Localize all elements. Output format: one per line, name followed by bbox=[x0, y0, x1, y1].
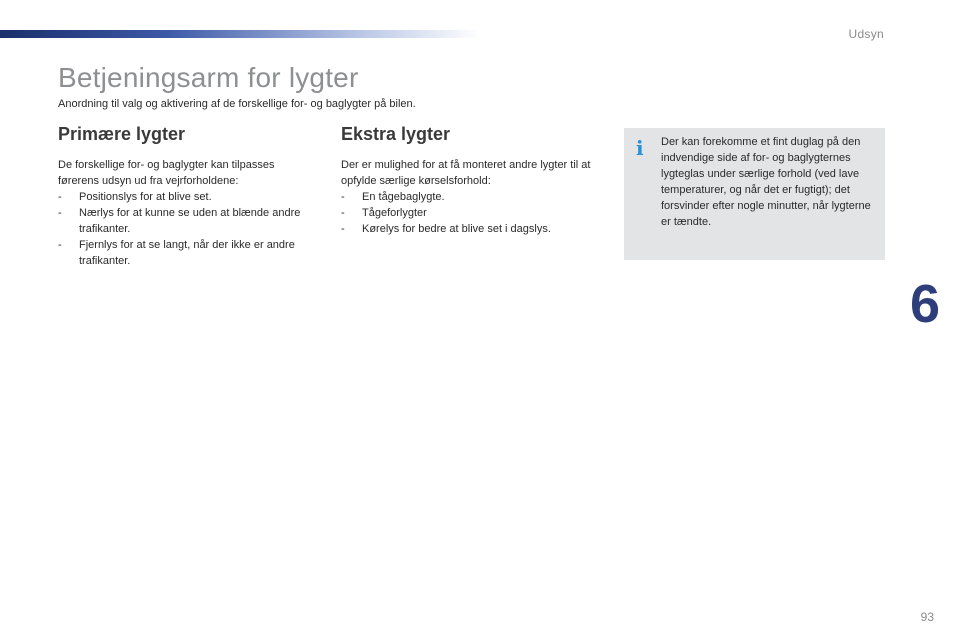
list-item: - Positionslys for at blive set. bbox=[58, 191, 212, 203]
list-item: - Nærlys for at kunne se uden at blænde andre trafikanter. bbox=[58, 207, 301, 235]
section-label: Udsyn bbox=[848, 27, 884, 41]
list-item: - Fjernlys for at se langt, når der ikke er andre trafikanter. bbox=[58, 239, 295, 267]
bullet-list bbox=[341, 189, 591, 237]
list-dash: - bbox=[341, 207, 345, 219]
info-box bbox=[624, 128, 885, 260]
column-intro: Der er mulighed for at få monteret andre lygter til at opfylde særlige kørselsforhold: bbox=[341, 159, 591, 187]
page-title: Betjeningsarm for lygter bbox=[58, 62, 359, 93]
info-text: Der kan forekomme et fint duglag på den indvendige side af for- og baglygternes lygteglas under særlige forhold (ved lave temperaturer, og når det er fugtigt); det forsvinder efter nogle minutter, når lygterne er tændte. bbox=[661, 136, 871, 228]
bullet-list bbox=[58, 189, 308, 269]
column-primary-lights bbox=[58, 124, 308, 269]
chapter-number: 6 bbox=[909, 274, 941, 334]
list-dash: - bbox=[341, 191, 345, 203]
column-heading: Ekstra lygter bbox=[341, 124, 451, 144]
column-heading: Primære lygter bbox=[58, 124, 186, 144]
list-dash: - bbox=[58, 191, 62, 203]
list-dash: - bbox=[58, 239, 62, 251]
page-number: 93 bbox=[920, 610, 934, 624]
chapter-tab bbox=[890, 268, 960, 340]
list-item: - Kørelys for bedre at blive set i dagslys. bbox=[341, 223, 551, 235]
info-icon: i bbox=[636, 136, 644, 160]
header-accent-bar bbox=[0, 30, 480, 38]
list-dash: - bbox=[58, 207, 62, 219]
page-subtitle: Anordning til valg og aktivering af de forskellige for- og baglygter på bilen. bbox=[58, 98, 416, 110]
column-extra-lights bbox=[341, 124, 591, 237]
list-item: - Tågeforlygter bbox=[341, 207, 427, 219]
column-intro: De forskellige for- og baglygter kan tilpasses førerens udsyn ud fra vejrforholdene: bbox=[58, 159, 275, 187]
list-dash: - bbox=[341, 223, 345, 235]
list-item: - En tågebaglygte. bbox=[341, 191, 445, 203]
